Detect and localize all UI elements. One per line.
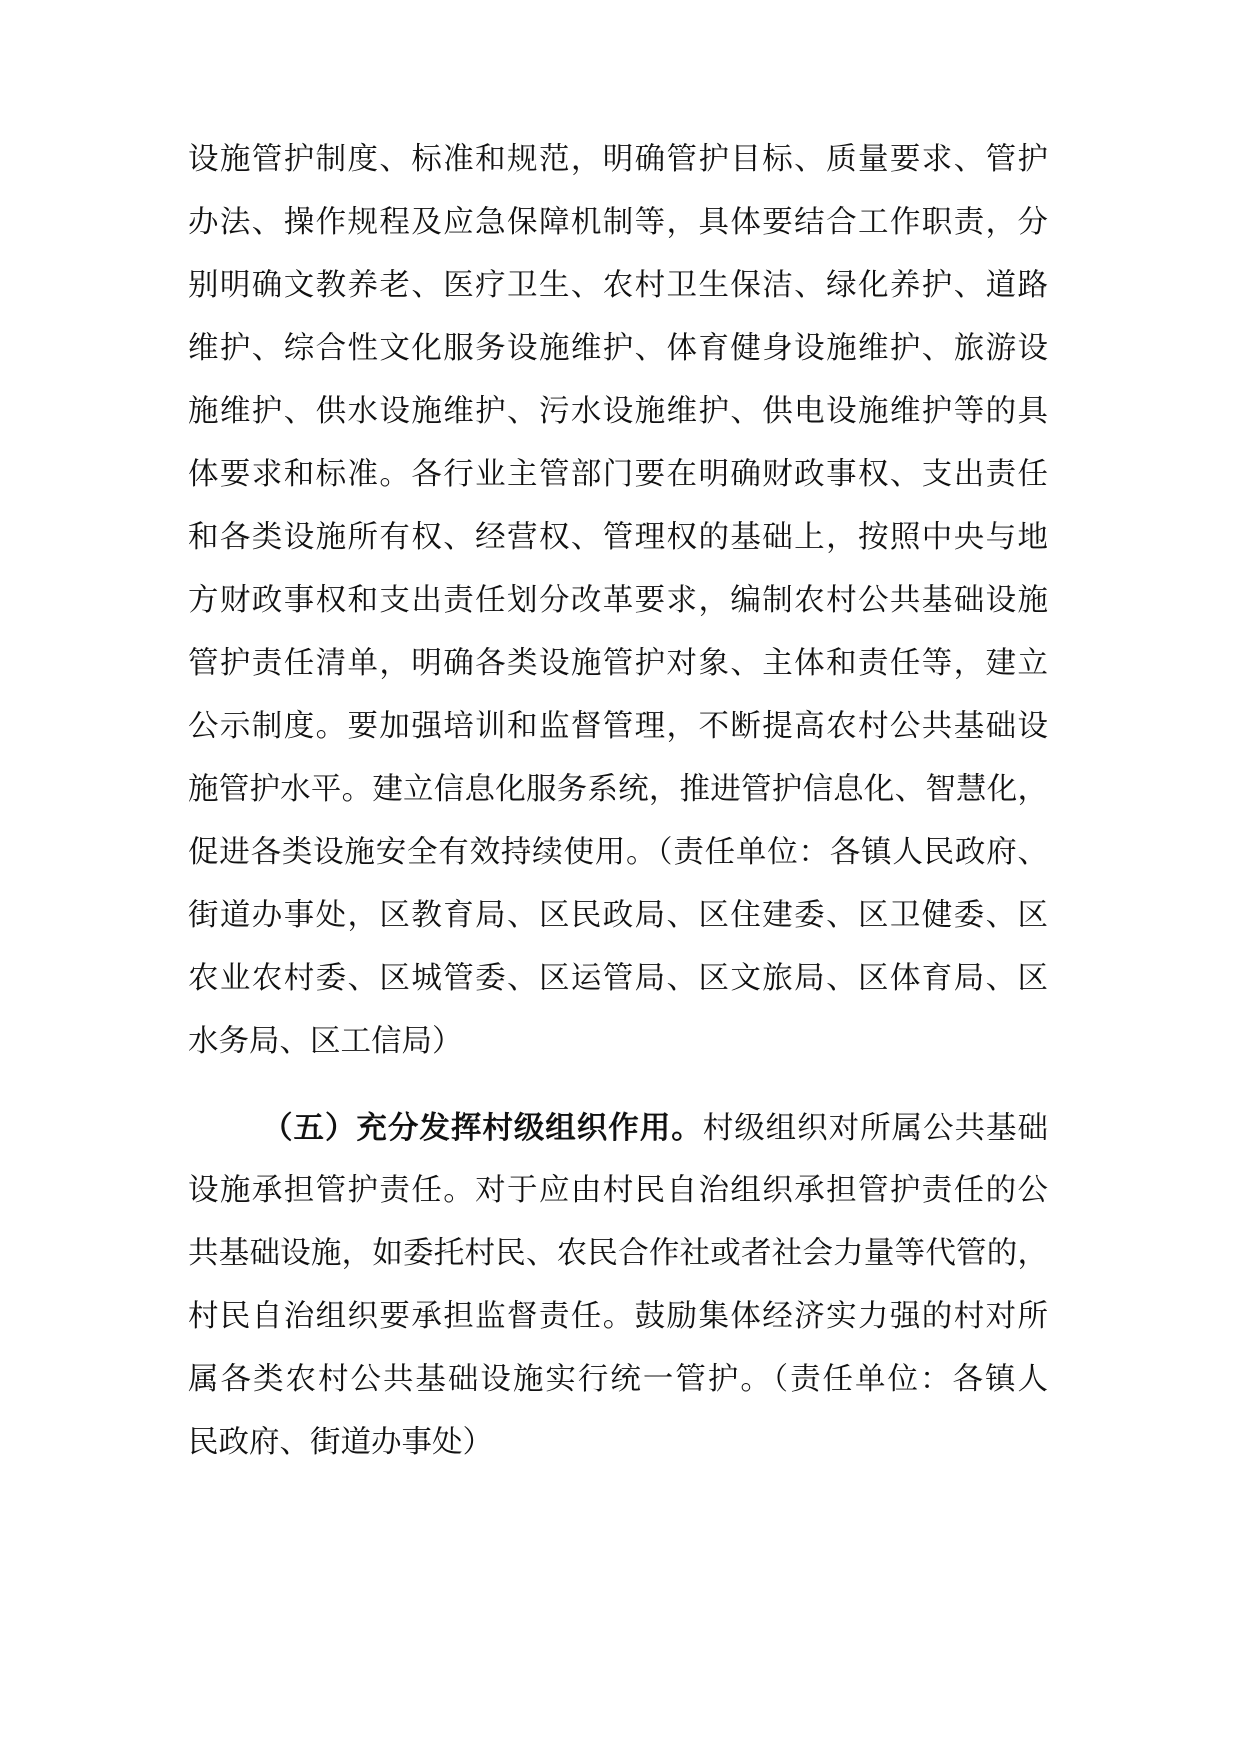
- section-first-line: [262, 1103, 1048, 1153]
- body-text-line: 属各类农村公共基础设施实行统一管护。（责任单位：各镇人: [188, 1362, 1048, 1397]
- body-text-line: 民政府、街道办事处）: [188, 1425, 493, 1460]
- body-text-line: 维护、综合性文化服务设施维护、体育健身设施维护、旅游设: [188, 331, 1048, 366]
- body-text-line: 管护责任清单，明确各类设施管护对象、主体和责任等，建立: [188, 646, 1048, 681]
- body-text-line: 共基础设施，如委托村民、农民合作社或者社会力量等代管的，: [188, 1236, 1048, 1271]
- body-text-line: 施管护水平。建立信息化服务系统，推进管护信息化、智慧化，: [188, 772, 1048, 807]
- body-text-line: 办法、操作规程及应急保障机制等，具体要结合工作职责，分: [188, 205, 1048, 240]
- body-text-line: 体要求和标准。各行业主管部门要在明确财政事权、支出责任: [188, 457, 1048, 492]
- section-heading: （五）充分发挥村级组织作用。: [262, 1110, 703, 1146]
- body-text-line: 施维护、供水设施维护、污水设施维护、供电设施维护等的具: [188, 394, 1048, 429]
- body-text-line: 设施承担管护责任。对于应由村民自治组织承担管护责任的公: [188, 1173, 1048, 1208]
- body-text-line: 水务局、区工信局）: [188, 1024, 463, 1059]
- body-text-line: 设施管护制度、标准和规范，明确管护目标、质量要求、管护: [188, 142, 1048, 177]
- body-text-line: 别明确文教养老、医疗卫生、农村卫生保洁、绿化养护、道路: [188, 268, 1048, 303]
- body-text-line: 公示制度。要加强培训和监督管理，不断提高农村公共基础设: [188, 709, 1048, 744]
- body-text-line: 促进各类设施安全有效持续使用。（责任单位：各镇人民政府、: [188, 835, 1048, 870]
- section-first-line-text: 村级组织对所属公共基础: [702, 1111, 1049, 1146]
- body-text-line: 和各类设施所有权、经营权、管理权的基础上，按照中央与地: [188, 520, 1048, 555]
- body-text-line: 街道办事处，区教育局、区民政局、区住建委、区卫健委、区: [188, 898, 1048, 933]
- body-text-line: 方财政事权和支出责任划分改革要求，编制农村公共基础设施: [188, 583, 1048, 618]
- body-text-line: 农业农村委、区城管委、区运管局、区文旅局、区体育局、区: [188, 961, 1048, 996]
- body-text-line: 村民自治组织要承担监督责任。鼓励集体经济实力强的村对所: [188, 1299, 1048, 1334]
